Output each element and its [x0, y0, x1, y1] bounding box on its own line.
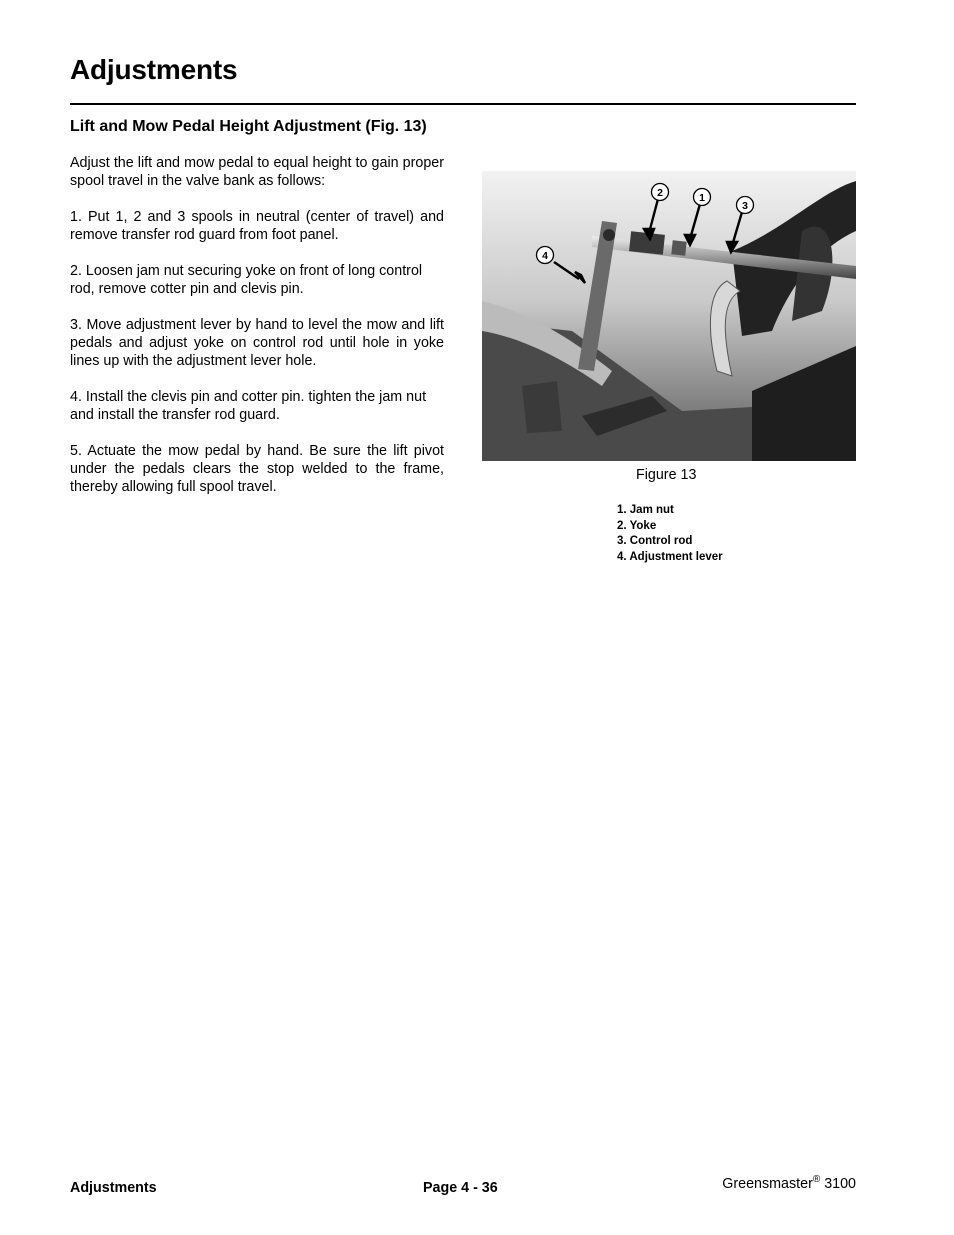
footer-product	[722, 1174, 856, 1192]
callout-3: 3	[742, 200, 748, 212]
page-title: Adjustments	[70, 54, 238, 85]
callout-4: 4	[542, 250, 548, 262]
step-1: 1. Put 1, 2 and 3 spools in neutral (center of travel) and remove transfer rod guard from foot panel.	[70, 209, 444, 243]
product-name: Greensmaster	[722, 1175, 813, 1192]
step-4: 4. Install the clevis pin and cotter pin. tighten the jam nut and install the transfer rod guard.	[70, 389, 427, 423]
footer-section-name: Adjustments	[70, 1180, 157, 1196]
step-5: 5. Actuate the mow pedal by hand. Be sure the lift pivot under the pedals clears the stop welded to the frame, thereby allowing full spool travel.	[70, 443, 444, 495]
step-2: 2. Loosen jam nut securing yoke on front of long control rod, remove cotter pin and clevis pin.	[70, 263, 423, 297]
title-divider	[70, 103, 856, 105]
callout-1: 1	[699, 192, 705, 204]
figure-caption: Figure 13	[636, 467, 697, 483]
step-3: 3. Move adjustment lever by hand to level the mow and lift pedals and adjust yoke on control rod until hole in yoke lines up with the adjustment lever hole.	[70, 317, 444, 369]
legend-item: 1. Jam nut	[617, 504, 674, 516]
section-heading: Lift and Mow Pedal Height Adjustment (Fig. 13)	[70, 118, 427, 135]
legend-item: 4. Adjustment lever	[617, 550, 723, 563]
legend-item: 3. Control rod	[617, 535, 693, 548]
pedal-linkage-photo	[482, 171, 856, 461]
intro-paragraph: Adjust the lift and mow pedal to equal height to gain proper spool travel in the valve bank as follows:	[70, 155, 444, 189]
figure-legend	[617, 503, 723, 565]
product-model: 3100	[824, 1175, 856, 1192]
footer-page-number: Page 4 - 36	[423, 1180, 498, 1196]
callout-2: 2	[657, 187, 663, 199]
procedure-text	[70, 154, 444, 514]
legend-item: 2. Yoke	[617, 519, 657, 532]
registered-mark: ®	[812, 1174, 821, 1185]
